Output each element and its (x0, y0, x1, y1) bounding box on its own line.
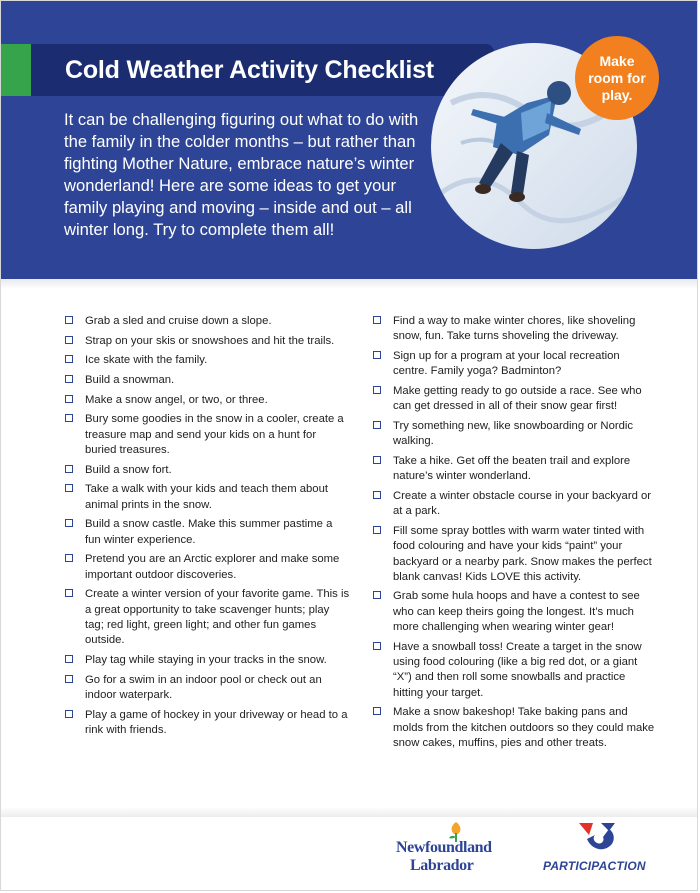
checklist-item-text: Pretend you are an Arctic explorer and make some important outdoor discoveries. (85, 553, 340, 581)
green-accent-tab (1, 44, 31, 96)
page-title: Cold Weather Activity Checklist (65, 56, 434, 84)
checklist-item-text: Try something new, like snowboarding or Nordic walking. (393, 419, 634, 448)
checkbox[interactable] (373, 386, 381, 394)
checklist-item-text: Make a snow angel, or two, or three. (85, 393, 268, 406)
checklist-item (373, 705, 655, 751)
checklist-item (65, 653, 350, 668)
checklist-item-text: Grab some hula hoops and have a contest to see who can keep theirs going the longest. It’s much more challenging when wearing winter gear! (393, 590, 640, 634)
checkbox[interactable] (65, 710, 73, 718)
checklist-item (373, 384, 655, 415)
checkbox[interactable] (65, 589, 73, 597)
participaction-mark-icon (573, 819, 619, 857)
checklist-left-column (65, 314, 350, 743)
checklist-item-text: Find a way to make winter chores, like shoveling snow, fun. Take turns shoveling the driveway. (393, 315, 636, 343)
checklist-item (65, 673, 350, 704)
header-shadow (1, 279, 698, 289)
header-banner (1, 1, 698, 279)
checklist-item (65, 552, 350, 583)
checklist-item-text: Build a snow castle. Make this summer pastime a fun winter experience. (85, 518, 333, 546)
nl-logo-line2: Labrador (410, 857, 474, 874)
checkbox[interactable] (65, 414, 73, 422)
participaction-wordmark: PARTICIPACTION (543, 859, 646, 873)
checklist-item (373, 454, 655, 485)
checklist-item (65, 334, 350, 349)
checklist-item-text: Strap on your skis or snowshoes and hit the trails. (85, 334, 335, 347)
checklist-item (65, 463, 350, 478)
checkbox[interactable] (65, 395, 73, 403)
checkbox[interactable] (373, 591, 381, 599)
checklist-item-text: Go for a swim in an indoor pool or check out an indoor waterpark. (85, 673, 322, 701)
checkbox[interactable] (373, 707, 381, 715)
checklist-item (65, 587, 350, 648)
checklist-item-text: Bury some goodies in the snow in a cooler, create a treasure map and send your kids on a hunt for buried treasures. (85, 413, 344, 457)
checklist-item (373, 489, 655, 520)
checklist-item (65, 708, 350, 739)
checklist-item-text: Create a winter version of your favorite game. This is a great opportunity to take scavenger hunts; play tag; red light, green light; and other fun games outside. (85, 588, 350, 647)
checklist-item-text: Sign up for a program at your local recreation centre. Family yoga? Badminton? (393, 349, 620, 378)
checklist-item-text: Build a snow fort. (85, 463, 172, 476)
checklist-item (373, 524, 655, 585)
checklist-item (65, 314, 350, 329)
checklist-item-text: Make getting ready to go outside a race. See who can get dressed in all of their snow gear first! (393, 384, 642, 413)
checkbox[interactable] (65, 316, 73, 324)
checkbox[interactable] (373, 642, 381, 650)
checklist-item-text: Ice skate with the family. (85, 354, 208, 367)
checklist-item (65, 482, 350, 513)
checklist-right-column (373, 314, 655, 756)
title-bar (31, 44, 494, 96)
checkbox[interactable] (65, 519, 73, 527)
checkbox[interactable] (65, 375, 73, 383)
checkbox[interactable] (373, 491, 381, 499)
checkbox[interactable] (65, 355, 73, 363)
checklist-item-text: Build a snowman. (85, 374, 175, 387)
checklist-item-text: Create a winter obstacle course in your backyard or at a park. (393, 489, 652, 518)
checkbox[interactable] (65, 465, 73, 473)
checkbox[interactable] (65, 554, 73, 562)
participaction-logo (543, 819, 655, 877)
checkbox[interactable] (373, 351, 381, 359)
checklist-item (65, 517, 350, 548)
checkbox[interactable] (373, 456, 381, 464)
checklist-item (65, 393, 350, 408)
checklist-item (373, 314, 655, 345)
checklist-item-text: Fill some spray bottles with warm water tinted with food colouring and have your kids “paint” your backyard or a nearby park. Snow makes the perfect blank canvas! Kids LOVE this activity. (393, 524, 652, 583)
checklist-item (65, 373, 350, 388)
checklist-item-text: Have a snowball toss! Create a target in the snow using food colouring (like a big red dot, or a giant “X”) and then roll some snowballs and practice hitting your target. (393, 640, 642, 699)
checkbox[interactable] (65, 336, 73, 344)
footer-shadow (1, 807, 698, 817)
checklist-item (373, 349, 655, 380)
checklist-item (65, 412, 350, 458)
checkbox[interactable] (373, 421, 381, 429)
make-room-for-play-badge: Make room for play. (575, 36, 659, 120)
checklist-item (373, 589, 655, 635)
checkbox[interactable] (65, 675, 73, 683)
checklist-item (65, 353, 350, 368)
checkbox[interactable] (373, 526, 381, 534)
checkbox[interactable] (65, 484, 73, 492)
checklist-item-text: Take a hike. Get off the beaten trail and explore nature’s winter wonderland. (393, 454, 631, 483)
checklist-item-text: Play a game of hockey in your driveway or head to a rink with friends. (85, 708, 348, 736)
newfoundland-labrador-logo (396, 821, 508, 877)
checklist-item (373, 419, 655, 450)
intro-paragraph: It can be challenging figuring out what to do with the family in the colder months – but rather than fighting Mother Nature, embrace nature’s winter wonderland! Here are some ideas to get your family playing and moving – inside and out – all winter long. Try to complete them all! (64, 110, 419, 239)
nl-logo-line1: Newfoundland (396, 839, 492, 856)
checklist-item-text: Play tag while staying in your tracks in the snow. (85, 653, 327, 666)
checklist-item (373, 640, 655, 701)
checkbox[interactable] (65, 655, 73, 663)
checklist-item-text: Make a snow bakeshop! Take baking pans and molds from the kitchen outdoors so they could make snow cakes, muffins, pies and other treats. (393, 706, 655, 749)
checkbox[interactable] (373, 316, 381, 324)
checklist-item-text: Grab a sled and cruise down a slope. (85, 315, 272, 327)
checklist-item-text: Take a walk with your kids and teach them about animal prints in the snow. (85, 483, 329, 511)
